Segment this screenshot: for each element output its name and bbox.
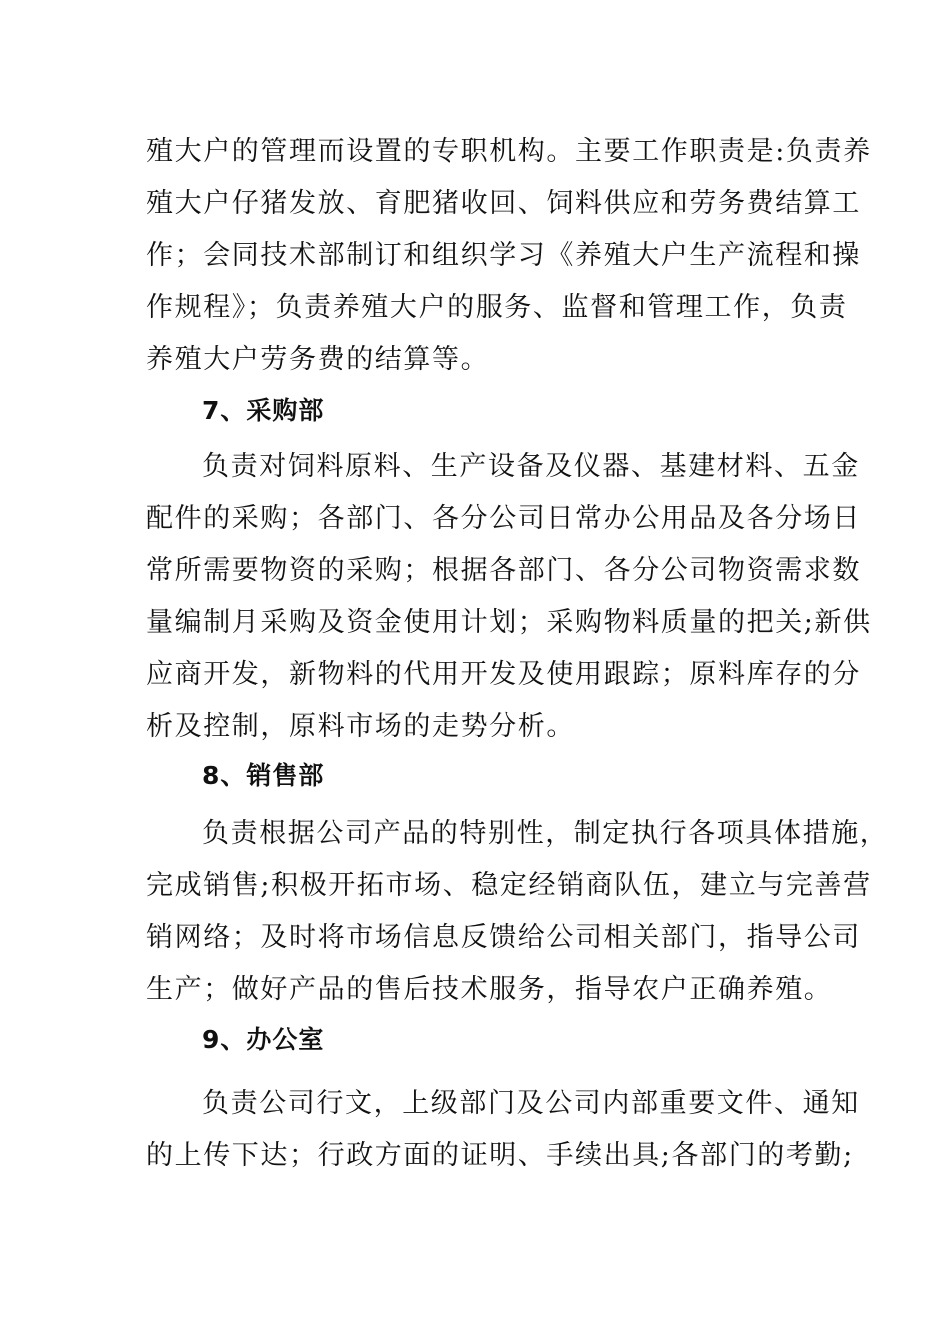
paragraph-line: 完成销售;积极开拓市场、稳定经销商队伍，建立与完善营	[146, 870, 872, 901]
paragraph-line: 配件的采购；各部门、各分公司日常办公用品及各分场日	[146, 503, 861, 534]
purchasing-paragraph	[146, 441, 872, 753]
paragraph-line: 的上传下达；行政方面的证明、手续出具;各部门的考勤;	[146, 1140, 854, 1171]
paragraph-line: 养殖大户劳务费的结算等。	[146, 344, 490, 375]
section-heading: 8、销售部	[202, 761, 325, 790]
paragraph-line: 析及控制，原料市场的走势分析。	[146, 711, 575, 742]
paragraph-line: 作规程》；负责养殖大户的服务、监督和管理工作，负责	[146, 292, 848, 323]
paragraph-line: 销网络；及时将市场信息反馈给公司相关部门，指导公司	[146, 922, 861, 953]
paragraph-line: 量编制月采购及资金使用计划；采购物料质量的把关;新供	[146, 607, 872, 638]
section-heading: 9、办公室	[202, 1025, 325, 1054]
paragraph-line: 负责公司行文，上级部门及公司内部重要文件、通知	[202, 1088, 860, 1119]
section-heading-sales	[146, 750, 810, 802]
intro-paragraph	[146, 126, 872, 386]
sales-paragraph	[146, 808, 889, 1016]
section-heading: 7、采购部	[202, 396, 325, 425]
paragraph-line: 应商开发，新物料的代用开发及使用跟踪；原料库存的分	[146, 659, 861, 690]
paragraph-line: 生产；做好产品的售后技术服务，指导农户正确养殖。	[146, 974, 833, 1005]
paragraph-line: 常所需要物资的采购；根据各部门、各分公司物资需求数	[146, 555, 861, 586]
section-heading-purchasing	[146, 385, 810, 437]
paragraph-line: 负责对饲料原料、生产设备及仪器、基建材料、五金	[202, 451, 860, 482]
paragraph-line: 作；会同技术部制订和组织学习《养殖大户生产流程和操	[146, 240, 861, 271]
paragraph-line: 殖大户的管理而设置的专职机构。主要工作职责是:负责养	[146, 136, 872, 167]
section-heading-office	[146, 1014, 810, 1066]
office-paragraph	[146, 1078, 860, 1182]
paragraph-line: 负责根据公司产品的特别性，制定执行各项具体措施，	[202, 818, 889, 849]
paragraph-line: 殖大户仔猪发放、育肥猪收回、饲料供应和劳务费结算工	[146, 188, 861, 219]
